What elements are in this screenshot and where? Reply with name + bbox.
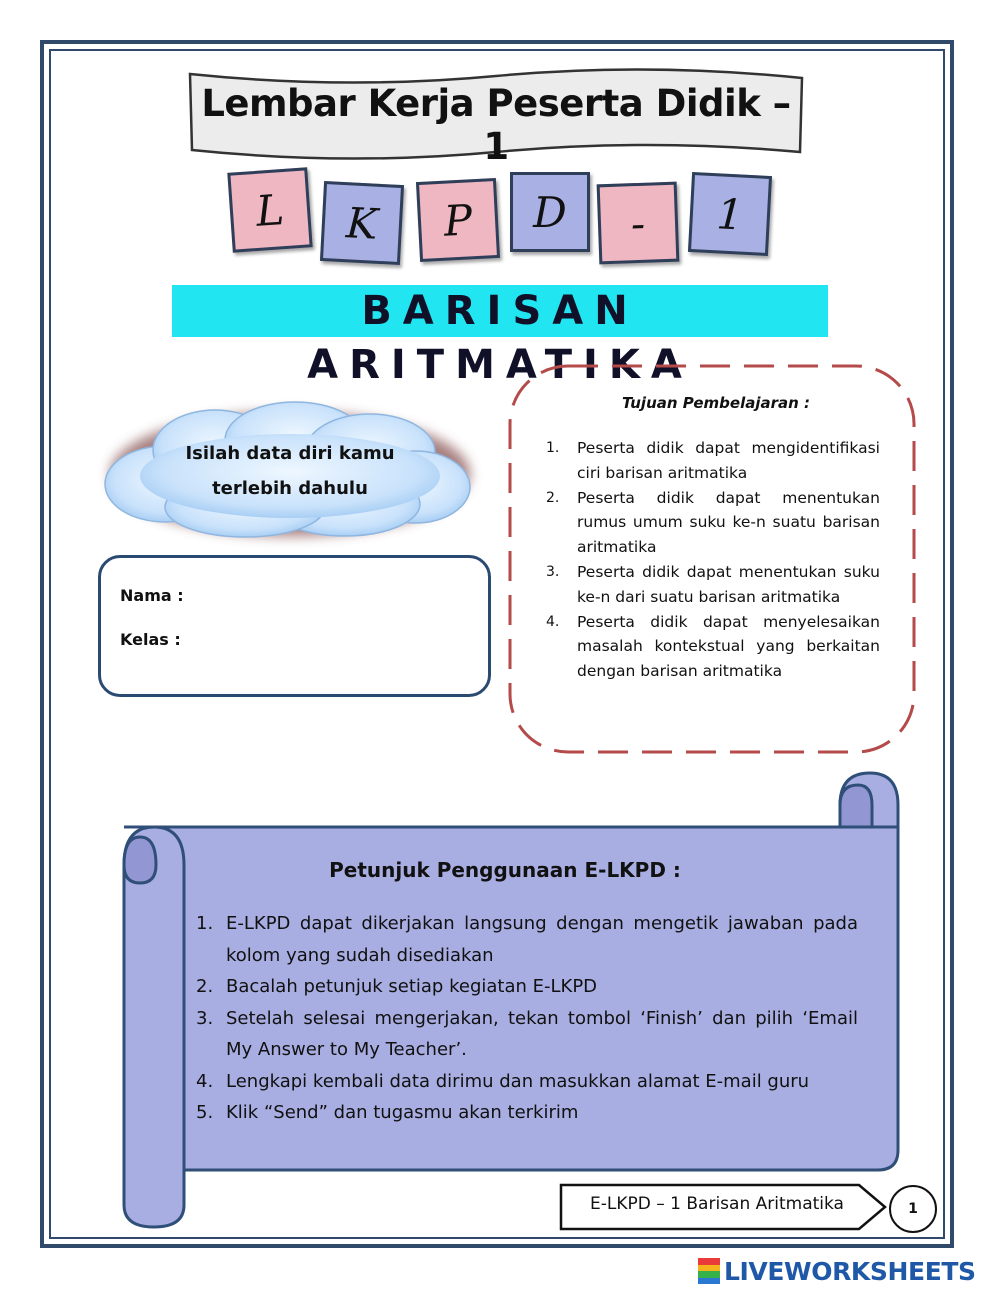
- cloud-line-1: Isilah data diri kamu: [185, 443, 395, 464]
- title-banner: [186, 68, 806, 168]
- objective-number: 2.: [546, 489, 560, 506]
- instruction-text: E-LKPD dapat dikerjakan langsung dengan mengetik jawaban pada kolom yang sudah disediakan: [226, 913, 858, 966]
- objective-item: [540, 610, 880, 684]
- objective-item: [540, 486, 880, 560]
- tile-l: L: [227, 167, 312, 252]
- name-label: Nama :: [120, 586, 184, 605]
- objectives-list: [540, 436, 880, 684]
- objective-text: Peserta didik dapat menentukan rumus umum suku ke-n suatu barisan aritmatika: [577, 488, 880, 557]
- brand-name: LIVEWORKSHEETS: [724, 1256, 976, 1286]
- instruction-text: Setelah selesai mengerjakan, tekan tombol ‘Finish’ dan pilih ‘Email My Answer to My Teacher’.: [226, 1007, 858, 1060]
- objective-item: [540, 436, 880, 486]
- class-label: Kelas :: [120, 630, 181, 649]
- identity-box: [98, 555, 491, 697]
- objective-text: Peserta didik dapat menentukan suku ke-n dari suatu barisan aritmatika: [577, 562, 880, 606]
- instruction-number: 4.: [196, 1070, 214, 1092]
- objective-number: 1.: [546, 440, 560, 456]
- objective-text: Peserta didik dapat menyelesaikan masalah kontekstual yang berkaitan dengan barisan aritmatika: [577, 612, 880, 681]
- instruction-item: [190, 1003, 858, 1066]
- tile-k: K: [320, 181, 404, 265]
- brand-mark: [698, 1256, 976, 1286]
- instruction-item: [190, 971, 858, 1003]
- instruction-number: 2.: [196, 976, 214, 997]
- tile-d: D: [510, 172, 590, 252]
- tile-p: P: [416, 178, 500, 262]
- cloud-callout: [95, 392, 485, 552]
- page-number: 1: [889, 1185, 937, 1233]
- objective-number: 4.: [546, 613, 560, 630]
- footer-label: E-LKPD – 1 Barisan Aritmatika: [590, 1194, 844, 1214]
- instruction-item: [190, 908, 858, 971]
- page-title: Lembar Kerja Peserta Didik – 1: [201, 82, 791, 168]
- brand-logo-icon: [698, 1258, 720, 1284]
- instruction-item: [190, 1066, 858, 1098]
- objective-number: 3.: [546, 563, 560, 580]
- instruction-text: Klik “Send” dan tugasmu akan terkirim: [226, 1102, 579, 1123]
- objective-text: Peserta didik dapat mengidentifikasi ciri barisan aritmatika: [577, 439, 880, 482]
- instructions-list: [190, 908, 858, 1129]
- instructions-title: Petunjuk Penggunaan E-LKPD :: [329, 858, 681, 882]
- cloud-line-2: terlebih dahulu: [212, 478, 368, 499]
- objectives-title: Tujuan Pembelajaran :: [621, 394, 811, 412]
- instruction-text: Lengkapi kembali data dirimu dan masukkan alamat E-mail guru: [226, 1070, 810, 1092]
- tile-1: 1: [688, 172, 772, 256]
- instruction-number: 5.: [196, 1102, 214, 1123]
- cloud-text: [155, 436, 425, 506]
- topic-heading: BARISAN ARITMATIKA: [307, 288, 693, 388]
- tile-dash: -: [597, 182, 680, 265]
- instruction-text: Bacalah petunjuk setiap kegiatan E-LKPD: [226, 976, 598, 997]
- instruction-number: 3.: [196, 1007, 214, 1029]
- instruction-item: [190, 1097, 858, 1129]
- objective-item: [540, 560, 880, 610]
- instruction-number: 1.: [196, 913, 214, 934]
